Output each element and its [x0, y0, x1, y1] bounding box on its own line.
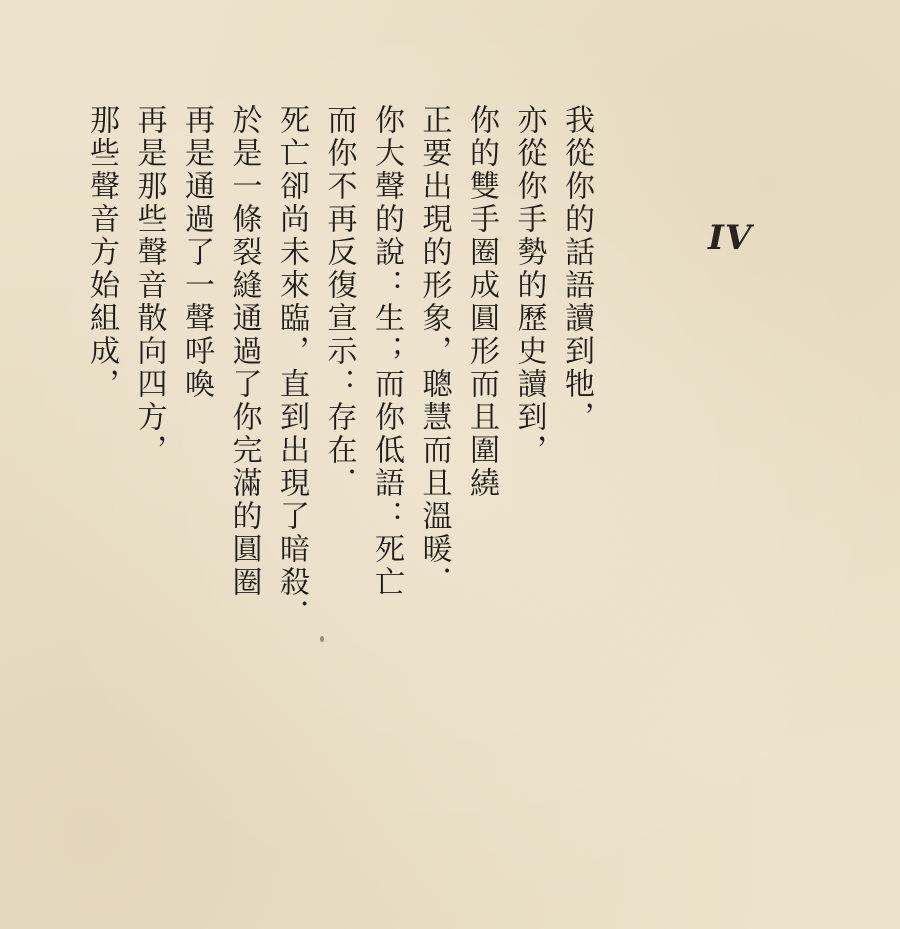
- poem-line: 於是一條裂縫通過了你完滿的圓圈: [226, 104, 262, 599]
- poem-line: 我從你的話語讀到牠，: [559, 104, 594, 434]
- poem-line: 你大聲的說：生；而你低語：死亡: [369, 104, 404, 599]
- poem-line: 再是通過了一聲呼喚: [179, 104, 214, 401]
- ink-speck: [320, 636, 324, 642]
- poem-line: 你的雙手圈成圓形而且圍繞: [464, 104, 499, 500]
- poem-line: 正要出現的形象，聰慧而且溫暖．: [416, 104, 452, 599]
- poem-line: 死亡卻尚未來臨，直到出現了暗殺．: [274, 104, 309, 632]
- poem-line: 亦從你手勢的歷史讀到，: [511, 104, 547, 467]
- poem-line: 那些聲音方始組成，: [84, 104, 119, 401]
- poem-text: [78, 104, 601, 664]
- poem-line: 再是那些聲音散向四方，: [131, 104, 167, 467]
- section-number: IV: [708, 218, 753, 258]
- poem-line: 而你不再反復宣示：存在．: [321, 104, 357, 500]
